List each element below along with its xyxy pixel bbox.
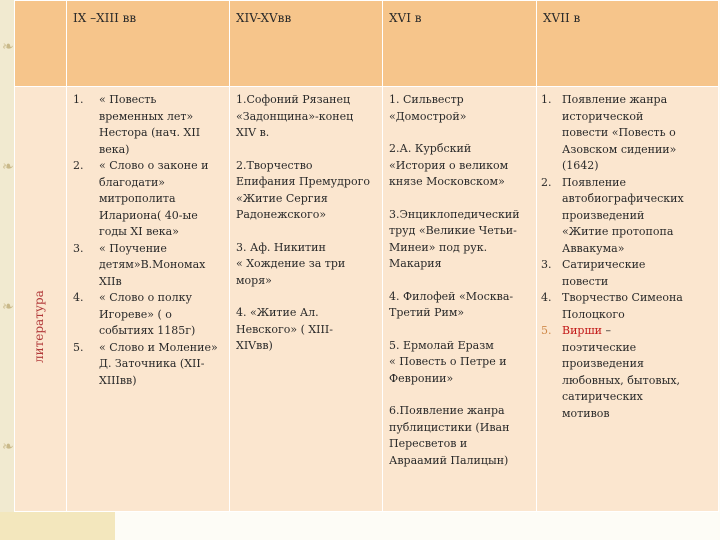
- header-ix-xiii: [67, 1, 230, 87]
- header-xvi: [383, 1, 537, 87]
- work-entry: [389, 403, 532, 469]
- item-number: 1.: [541, 93, 552, 106]
- literature-table: [14, 0, 719, 512]
- item-line: « Поучение: [99, 241, 167, 255]
- work-entry: [389, 289, 532, 322]
- item-line: Появление: [562, 175, 627, 189]
- entry-line: труд «Великие Четьи-: [389, 224, 517, 237]
- item-line: событиях 1185г): [99, 324, 196, 337]
- item-line: Аввакума»: [562, 241, 625, 255]
- item-number: 4.: [541, 291, 552, 304]
- item-number: 5.: [73, 340, 84, 354]
- item-line: любовных, бытовых,: [562, 373, 681, 387]
- entry-line: 3. Аф. Никитин: [236, 240, 326, 254]
- works-list-xvii: [541, 92, 714, 422]
- item-line: века): [99, 142, 130, 156]
- item-line: благодати»: [99, 175, 166, 189]
- side-label: литература: [32, 290, 46, 363]
- entry-line: 4. «Житие Ал.: [236, 306, 319, 319]
- item-line: Нестора (нач. XII: [99, 126, 201, 139]
- item-line: Азовском сидении»: [562, 142, 677, 156]
- item-line: « Повесть: [99, 93, 157, 106]
- header-xiv-xv-label: XIV-XVвв: [236, 11, 292, 25]
- entry-line: Пересветов и: [389, 437, 468, 450]
- item-line: произведений: [562, 208, 645, 222]
- item-line: « Слово о полку: [99, 291, 192, 304]
- item-number: 1.: [73, 93, 84, 106]
- item-number: 3.: [73, 241, 84, 255]
- left-decoration-strip: [0, 0, 14, 540]
- entry-line: 2.Творчество: [236, 158, 313, 172]
- item-line: произведения: [562, 357, 644, 370]
- item-line: исторической: [562, 109, 644, 123]
- entry-line: Минеи» под рук.: [389, 240, 488, 254]
- list-item: [541, 323, 714, 422]
- entry-line: «История о великом: [389, 158, 509, 172]
- cell-ix-xiii: [67, 87, 230, 512]
- side-label-cell: [15, 87, 67, 512]
- list-item: [541, 290, 714, 323]
- highlight-word: Вирши: [562, 324, 603, 337]
- entry-line: 3.Энциклопедический: [389, 207, 520, 221]
- cell-xiv-xv: [230, 87, 383, 512]
- entry-line: 6.Появление жанра: [389, 404, 505, 417]
- item-line: « Слово и Моление»: [99, 340, 218, 354]
- entry-line: публицистики (Иван: [389, 420, 510, 434]
- swirl-ornament-icon: ❧: [2, 39, 14, 55]
- item-line: XIIв: [99, 274, 122, 288]
- list-item: [541, 175, 714, 258]
- item-line: Творчество Симеона: [562, 291, 683, 304]
- entry-line: 5. Ермолай Еразм: [389, 338, 494, 352]
- item-number: 2.: [73, 159, 84, 172]
- header-xiv-xv: [230, 1, 383, 87]
- item-line: сатирических: [562, 390, 643, 403]
- list-item: [73, 241, 225, 291]
- work-entry: [236, 240, 378, 290]
- entry-line: «Задонщина»-конец: [236, 109, 354, 123]
- literature-row: [15, 87, 719, 512]
- item-line: Появление жанра: [562, 93, 668, 106]
- item-number: 4.: [73, 291, 84, 304]
- item-line: Игореве» ( о: [99, 307, 172, 321]
- header-xvii: [537, 1, 719, 87]
- item-line: временных лет»: [99, 109, 194, 123]
- item-line: детям»В.Мономах: [99, 258, 206, 271]
- bottom-decoration-strip: [0, 512, 115, 540]
- item-line: поэтические: [562, 340, 637, 354]
- list-item: [73, 290, 225, 340]
- swirl-ornament-icon: ❧: [2, 159, 14, 175]
- item-line: Сатирические: [562, 258, 646, 271]
- header-xvi-label: XVI в: [389, 11, 422, 25]
- list-item: [73, 92, 225, 158]
- work-entry: [389, 141, 532, 191]
- swirl-ornament-icon: ❧: [2, 299, 14, 315]
- item-line: « Слово о законе и: [99, 159, 209, 172]
- list-item: [541, 92, 714, 175]
- work-entry: [236, 158, 378, 224]
- item-line: повести: [562, 274, 609, 288]
- item-line: Илариона( 40-ые: [99, 208, 198, 222]
- header-xvii-label: XVII в: [543, 11, 581, 25]
- entry-line: Макария: [389, 257, 442, 270]
- item-line: автобиографических: [562, 192, 684, 205]
- list-item: [73, 340, 225, 390]
- header-corner: [15, 1, 67, 87]
- item-line: «Житие протопопа: [562, 225, 674, 238]
- entry-line: Третий Рим»: [389, 306, 465, 319]
- work-entry: [389, 207, 532, 273]
- cell-xvi: [383, 87, 537, 512]
- item-number: 5.: [541, 324, 552, 337]
- work-entry: [236, 92, 378, 142]
- cell-xvii: [537, 87, 719, 512]
- list-item: [73, 158, 225, 241]
- header-ix-xiii-label: IX –XIII вв: [73, 11, 137, 25]
- entry-line: 2.А. Курбский: [389, 142, 472, 155]
- entry-line: « Повесть о Петре и: [389, 355, 507, 368]
- item-line: митрополита: [99, 192, 176, 205]
- list-item: [541, 257, 714, 290]
- item-dash: –: [602, 324, 612, 337]
- entry-line: 4. Филофей «Москва-: [389, 289, 514, 303]
- entry-line: XIVвв): [236, 339, 273, 352]
- work-entry: [236, 305, 378, 355]
- entry-line: Невского» ( XIII-: [236, 322, 333, 336]
- item-line: (1642): [562, 159, 599, 172]
- entry-line: Авраамий Палицын): [389, 453, 509, 467]
- entry-line: Радонежского»: [236, 208, 327, 221]
- entry-line: князе Московском»: [389, 175, 505, 188]
- entry-line: XIV в.: [236, 126, 270, 139]
- header-row: [15, 1, 719, 87]
- entry-line: «Домострой»: [389, 109, 467, 123]
- item-line: мотивов: [562, 406, 610, 420]
- item-line: Д. Заточника (XII-: [99, 357, 205, 370]
- swirl-ornament-icon: ❧: [2, 439, 14, 455]
- entry-line: «Житие Сергия: [236, 191, 328, 205]
- entry-line: 1.Софоний Рязанец: [236, 93, 351, 106]
- item-number: 3.: [541, 258, 552, 271]
- work-entry: [389, 92, 532, 125]
- item-line: Полоцкого: [562, 307, 625, 321]
- item-number: 2.: [541, 175, 552, 189]
- entry-line: моря»: [236, 273, 272, 287]
- entry-line: 1. Сильвестр: [389, 93, 464, 106]
- entry-line: Епифания Премудрого: [236, 175, 370, 188]
- entry-line: « Хождение за три: [236, 257, 346, 270]
- works-list-ix-xiii: [73, 92, 225, 389]
- item-line: годы XI века»: [99, 225, 179, 238]
- work-entry: [389, 338, 532, 388]
- item-line: XIIIвв): [99, 373, 137, 387]
- item-line: повести «Повесть о: [562, 126, 676, 139]
- entry-line: Февронии»: [389, 371, 454, 385]
